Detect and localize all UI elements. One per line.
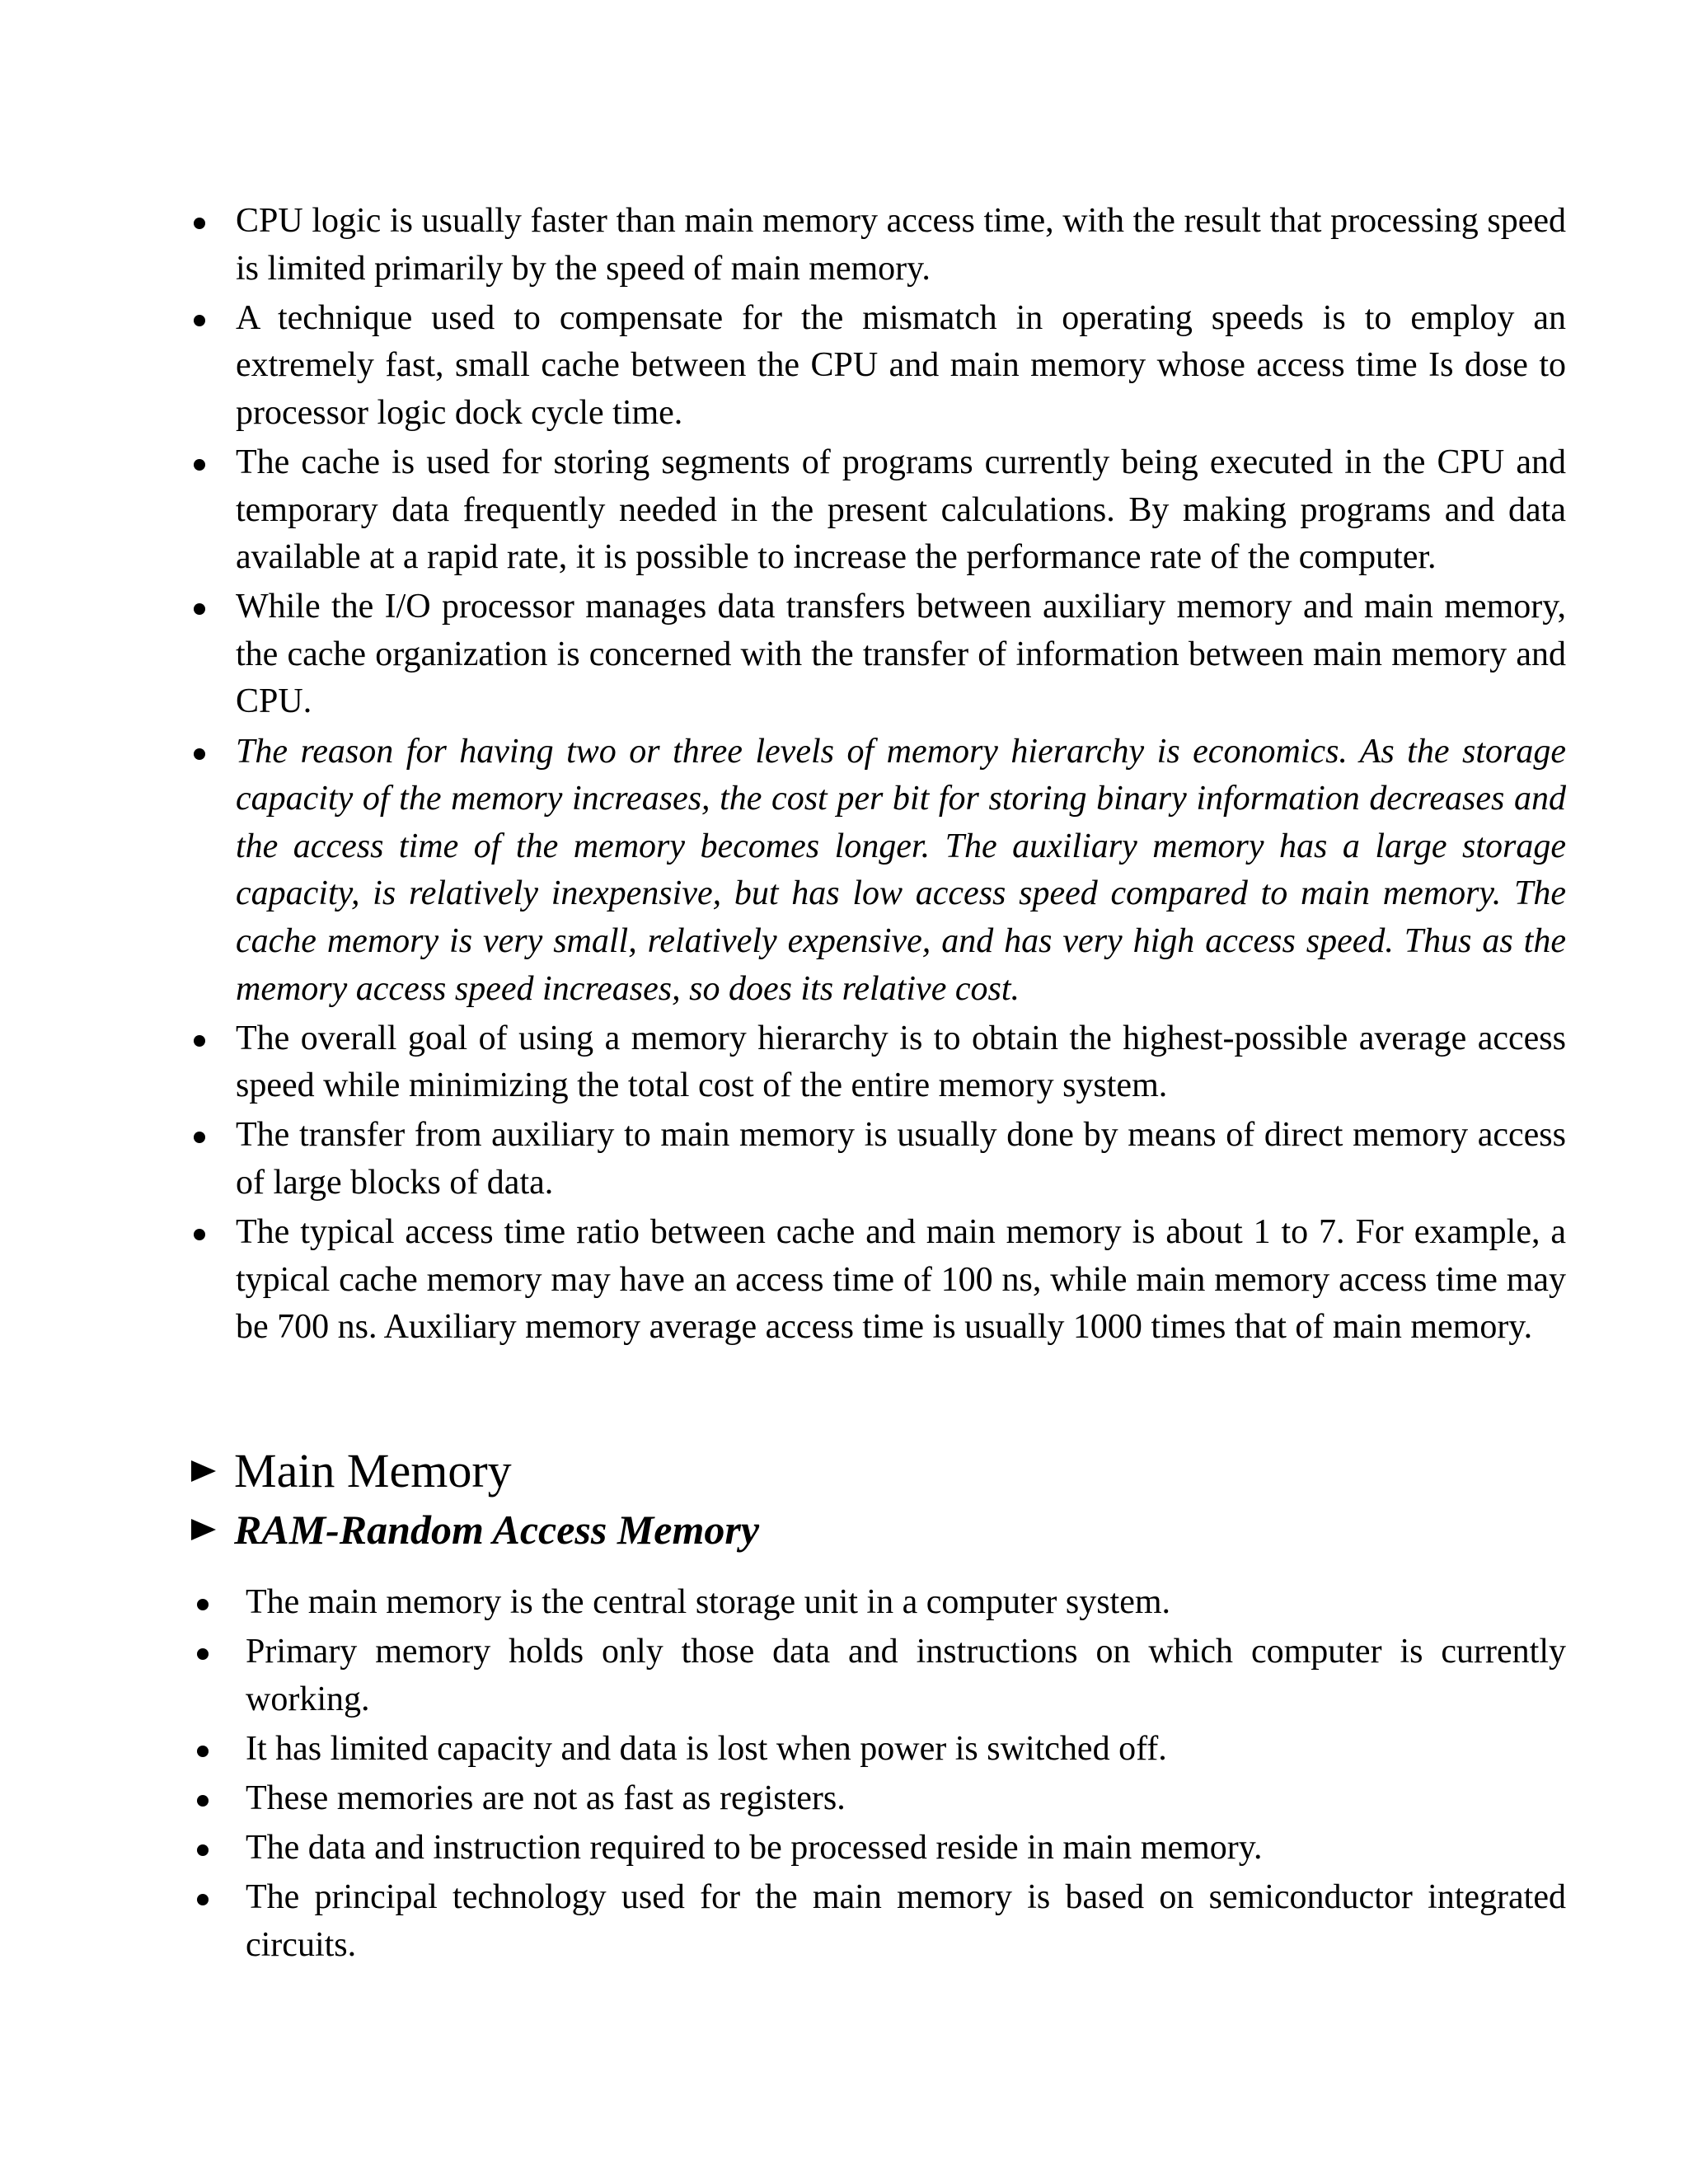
bullet-list — [188, 198, 1566, 1352]
list-item: The principal technology used for the main memory is based on semiconductor integrated circuits. — [188, 1874, 1566, 1969]
list-item: The reason for having two or three levels of memory hierarchy is economics. As the storage capacity of the memory increases, the cost per bit for storing binary information decreases and the access time of the memory becomes longer. The auxiliary memory has a large storage capacity, is relatively inexpensive, but has low access speed compared to main memory. The cache memory is very small, relatively expensive, and has very high access speed. Thus as the memory access speed increases, so does its relative cost. — [188, 729, 1566, 1014]
list-item: While the I/O processor manages data transfers between auxiliary memory and main memory, the cache organization is concerned with the transfer of information between main memory and CPU. — [188, 583, 1566, 726]
list-item: Primary memory holds only those data and instructions on which computer is currently working. — [188, 1629, 1566, 1723]
arrow-bullet-icon — [191, 1519, 216, 1540]
list-item: The typical access time ratio between cache and main memory is about 1 to 7. For example, a typical cache memory may have an access time of 100 ns, while main memory access time may be 700 ns. Auxiliary memory average access time is usually 1000 times that of main memory. — [188, 1209, 1566, 1352]
list-item: A technique used to compensate for the mismatch in operating speeds is to employ an extremely fast, small cache between the CPU and main memory whose access time Is dose to processor logic dock cycle time. — [188, 295, 1566, 438]
list-item: These memories are not as fast as registers. — [188, 1775, 1566, 1823]
heading-text: RAM-Random Access Memory — [234, 1507, 760, 1553]
arrow-bullet-icon — [191, 1460, 216, 1482]
heading-text: Main Memory — [234, 1444, 512, 1497]
main-memory-section — [188, 1579, 1566, 1971]
list-item: The data and instruction required to be processed reside in main memory. — [188, 1825, 1566, 1872]
list-item: The main memory is the central storage unit in a computer system. — [188, 1579, 1566, 1627]
memory-hierarchy-section — [188, 198, 1566, 1353]
list-item: It has limited capacity and data is lost when power is switched off. — [188, 1726, 1566, 1774]
list-item: CPU logic is usually faster than main memory access time, with the result that processing speed is limited primarily by the speed of main memory. — [188, 198, 1566, 293]
list-item: The overall goal of using a memory hierarchy is to obtain the highest-possible average access speed while minimizing the total cost of the entire memory system. — [188, 1015, 1566, 1110]
list-item: The transfer from auxiliary to main memory is usually done by means of direct memory access of large blocks of data. — [188, 1112, 1566, 1207]
ram-heading — [188, 1505, 759, 1554]
bullet-list — [188, 1579, 1566, 1969]
list-item: The cache is used for storing segments of programs currently being executed in the CPU and temporary data frequently needed in the present calculations. By making programs and data available at a rapid rate, it is possible to increase the performance rate of the computer. — [188, 439, 1566, 582]
main-memory-heading — [188, 1444, 512, 1498]
